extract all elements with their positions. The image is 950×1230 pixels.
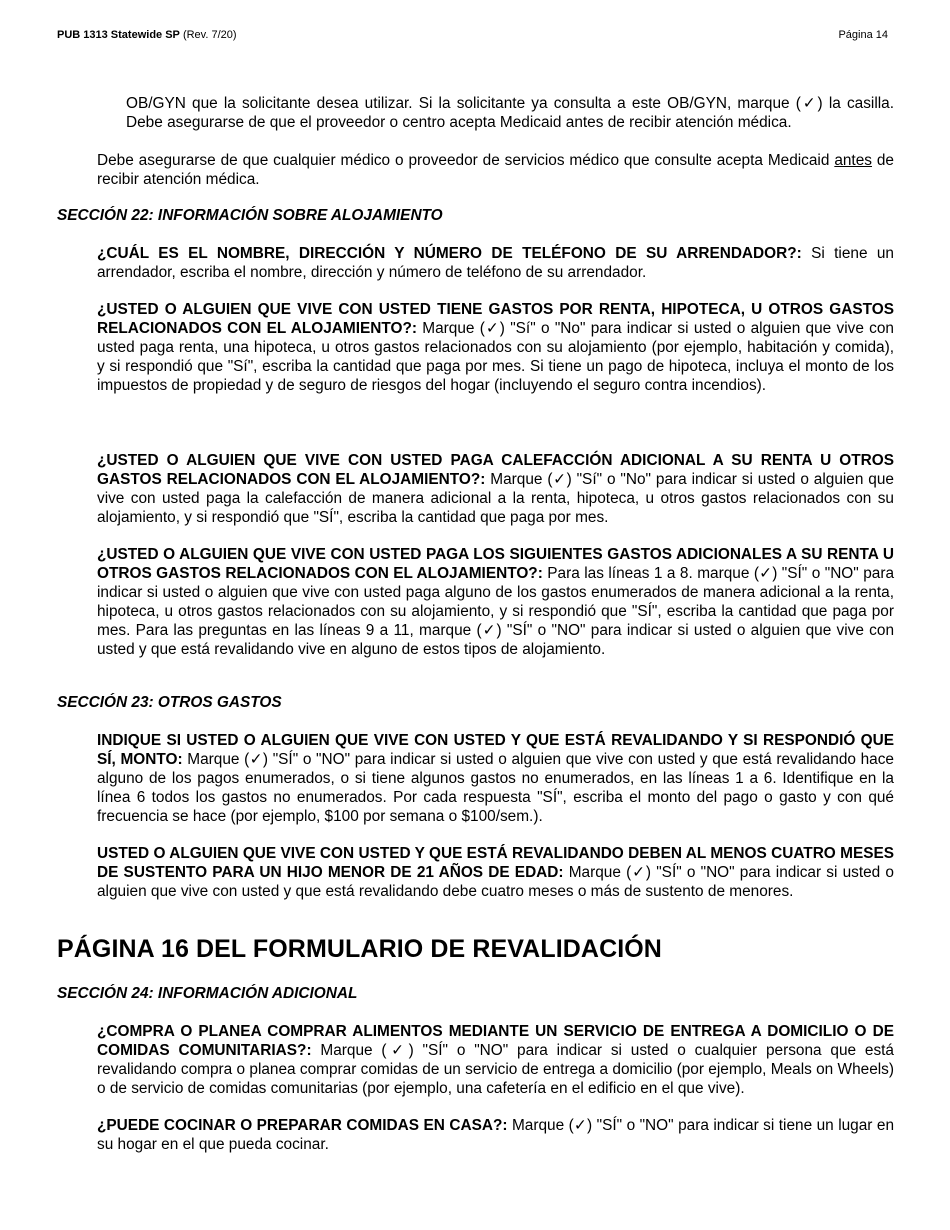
section-24-question-cooking: [97, 1116, 894, 1154]
question-label: USTED O ALGUIEN QUE VIVE CON USTED Y QUE ESTÁ REVALIDANDO DEBEN AL MENOS CUATRO MESES DE SUSTENTO PARA UN HIJO MENOR DE 21 AÑOS DE EDAD:: [97, 845, 894, 881]
question-text: Si tiene un arrendador, escriba el nombre, dirección y número de teléfono de su arrendador.: [97, 245, 894, 281]
section-22-title: SECCIÓN 22: INFORMACIÓN SOBRE ALOJAMIENTO: [57, 207, 443, 224]
question-text: Marque (✓) "SÍ" o "NO" para indicar si usted o cualquier persona que está revalidando compra o planea comprar comidas de un servicio de entrega a domicilio (por ejemplo, Meals on Wheels) o de servicio de comidas comunitarias (por ejemplo, una cafetería en el edificio en el que vive).: [97, 1042, 894, 1097]
section-22-question-landlord: [97, 244, 894, 282]
section-22-question-heating: [97, 451, 894, 527]
question-label: ¿CUÁL ES EL NOMBRE, DIRECCIÓN Y NÚMERO DE TELÉFONO DE SU ARRENDADOR?:: [97, 245, 802, 262]
intro-underlined-word: antes: [834, 152, 872, 169]
page-header-left: [57, 29, 237, 41]
publication-id: PUB 1313 Statewide SP: [57, 29, 180, 41]
question-text: Para las líneas 1 a 8. marque (✓) "SÍ" o "NO" para indicar si usted o alguien que vive con usted paga alguno de los gastos enumerados de manera adicional a la renta, hipoteca, u otros gastos relacionados con su alojamiento, y si respondió que "SÍ", escriba la cantidad que paga por mes. Para las preguntas en las líneas 9 a 11, marque (✓) "SÍ" o "NO" para indicar si usted o alguien que vive con usted y que está revalidando vive en alguno de estos tipos de alojamiento.: [97, 565, 894, 658]
question-label: ¿PUEDE COCINAR O PREPARAR COMIDAS EN CASA?:: [97, 1117, 508, 1134]
question-text: Marque (✓) "Sí" o "No" para indicar si usted o alguien que vive con usted paga renta, una hipoteca, u otros gastos relacionados con su alojamiento (por ejemplo, habitación y comida), y si respondió que "Sí", escriba la cantidad que paga por mes. Si tiene un pago de hipoteca, incluya el monto de los impuestos de propiedad y de seguro de riesgos del hogar (incluyendo el seguro contra incendios).: [97, 320, 894, 394]
question-label: ¿USTED O ALGUIEN QUE VIVE CON USTED PAGA CALEFACCIÓN ADICIONAL A SU RENTA U OTROS GASTOS RELACIONADOS CON EL ALOJAMIENTO?:: [97, 452, 894, 488]
section-23-question-payments: [97, 731, 894, 826]
question-text: Marque (✓) "SÍ" o "NO" para indicar si usted o alguien que vive con usted y que está revalidando hace alguno de los pagos enumerados, o si tiene algunos gastos no enumerados, en las líneas 1 a 6. Identifique en la línea 6 todos los gastos no enumerados. Por cada respuesta "SÍ", escriba el monto del pago o gasto y con qué frecuencia se hace (por ejemplo, $100 por semana o $100/sem.).: [97, 751, 894, 825]
question-text: Marque (✓) "SÍ" o "NO" para indicar si usted o alguien que vive con usted y que está revalidando debe cuatro meses o más de sustento de menores.: [97, 864, 894, 900]
question-label: ¿COMPRA O PLANEA COMPRAR ALIMENTOS MEDIANTE UN SERVICIO DE ENTREGA A DOMICILIO O DE COMIDAS COMUNITARIAS?:: [97, 1023, 894, 1059]
question-label: ¿USTED O ALGUIEN QUE VIVE CON USTED TIENE GASTOS POR RENTA, HIPOTECA, U OTROS GASTOS RELACIONADOS CON EL ALOJAMIENTO?:: [97, 301, 894, 337]
page-16-heading: PÁGINA 16 DEL FORMULARIO DE REVALIDACIÓN: [57, 935, 662, 963]
section-23-title: SECCIÓN 23: OTROS GASTOS: [57, 694, 282, 711]
section-22-question-additional-expenses: [97, 545, 894, 659]
intro-text-end: de recibir atención médica.: [97, 152, 894, 188]
intro-paragraph-medicaid: [97, 151, 894, 189]
intro-paragraph-obgyn: OB/GYN que la solicitante desea utilizar. Si la solicitante ya consulta a este OB/GYN, marque (✓) la casilla. Debe asegurarse de que el proveedor o centro acepta Medicaid antes de recibir atención médica.: [126, 95, 894, 131]
section-23-question-child-support: [97, 844, 894, 901]
question-text: Marque (✓) "SÍ" o "NO" para indicar si tiene un lugar en su hogar en el que pueda cocinar.: [97, 1117, 895, 1153]
revision-date: (Rev. 7/20): [182, 29, 237, 41]
section-22-question-rent: [97, 300, 894, 395]
question-label: INDIQUE SI USTED O ALGUIEN QUE VIVE CON USTED Y QUE ESTÁ REVALIDANDO Y SI RESPONDIÓ QUE SÍ, MONTO:: [97, 732, 894, 768]
intro-text-start: Debe asegurarse de que cualquier médico o proveedor de servicios médico que consulte acepta Medicaid: [97, 152, 835, 169]
page-number: Página 14: [838, 29, 888, 41]
section-24-question-meal-delivery: [97, 1022, 894, 1098]
question-text: Marque (✓) "Sí" o "No" para indicar si usted o alguien que vive con usted paga la calefacción de manera adicional a la renta, hipoteca, u otros gastos relacionados con su alojamiento, y si respondió que "SÍ", escriba la cantidad que paga por mes.: [97, 471, 894, 526]
question-label: ¿USTED O ALGUIEN QUE VIVE CON USTED PAGA LOS SIGUIENTES GASTOS ADICIONALES A SU RENTA U OTROS GASTOS RELACIONADOS CON EL ALOJAMIENTO?:: [97, 546, 894, 582]
section-24-title: SECCIÓN 24: INFORMACIÓN ADICIONAL: [57, 985, 358, 1002]
